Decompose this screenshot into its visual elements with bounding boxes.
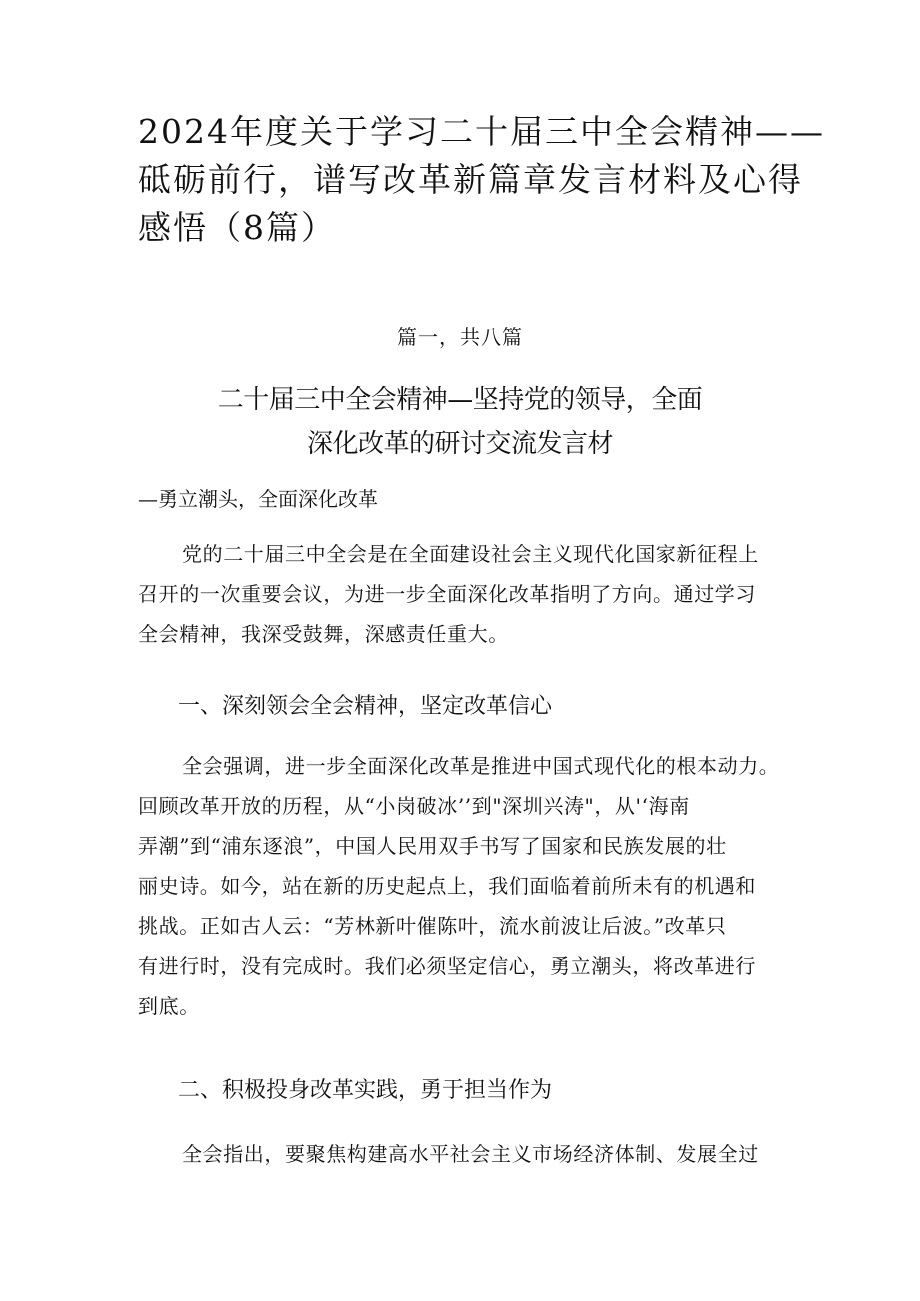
article-title-line: 二十届三中全会精神—坚持党的领导，全面: [217, 385, 703, 415]
section-1-paragraph: [138, 746, 838, 1026]
document-title-line: 2024年度关于学习二十届三中全会精神——: [138, 112, 825, 151]
paragraph-line: 回顾改革开放的历程，从“小岗破冰’’到"深圳兴涛"，从'‘海南: [138, 794, 690, 818]
document-title-line: 砥砺前行，谱写改革新篇章发言材料及心得: [138, 160, 803, 199]
paragraph-line: 全会强调，进一步全面深化改革是推进中国式现代化的根本动力。: [182, 754, 780, 778]
article-title: [0, 378, 920, 466]
section-2-paragraph: [138, 1134, 798, 1174]
section-heading-2: 二、积极投身改革实践，勇于担当作为: [178, 1078, 553, 1103]
section-heading-1: 一、深刻领会全会精神，坚定改革信心: [178, 694, 553, 719]
paragraph-line: 党的二十届三中全会是在全面建设社会主义现代化国家新征程上: [182, 542, 759, 566]
paragraph-line: 到底。: [138, 994, 200, 1018]
paragraph-line: 有进行时，没有完成时。我们必须坚定信心，勇立潮头，将改革进行: [138, 954, 756, 978]
paragraph-line: 全会精神，我深受鼓舞，深感责任重大。: [138, 622, 509, 646]
document-title: [138, 108, 825, 252]
paragraph-line: 全会指出，要聚焦构建高水平社会主义市场经济体制、发展全过: [182, 1142, 759, 1166]
paragraph-line: 召开的一次重要会议，为进一步全面深化改革指明了方向。通过学习: [138, 582, 756, 606]
intro-paragraph: [138, 534, 798, 654]
article-subtitle: —勇立潮头，全面深化改革: [138, 487, 378, 511]
paragraph-line: 弄潮”到“浦东逐浪”，中国人民用双手书写了国家和民族发展的壮: [138, 834, 727, 858]
document-title-line: 感悟（8篇）: [138, 208, 336, 247]
paragraph-line: 挑战。正如古人云：“芳林新叶催陈叶，流水前波让后波。”改革只: [138, 914, 727, 938]
paragraph-line: 丽史诗。如今，站在新的历史起点上，我们面临着前所未有的机遇和: [138, 874, 756, 898]
article-title-line: 深化改革的研讨交流发言材: [306, 429, 613, 459]
part-label: 篇一，共八篇: [397, 325, 523, 349]
